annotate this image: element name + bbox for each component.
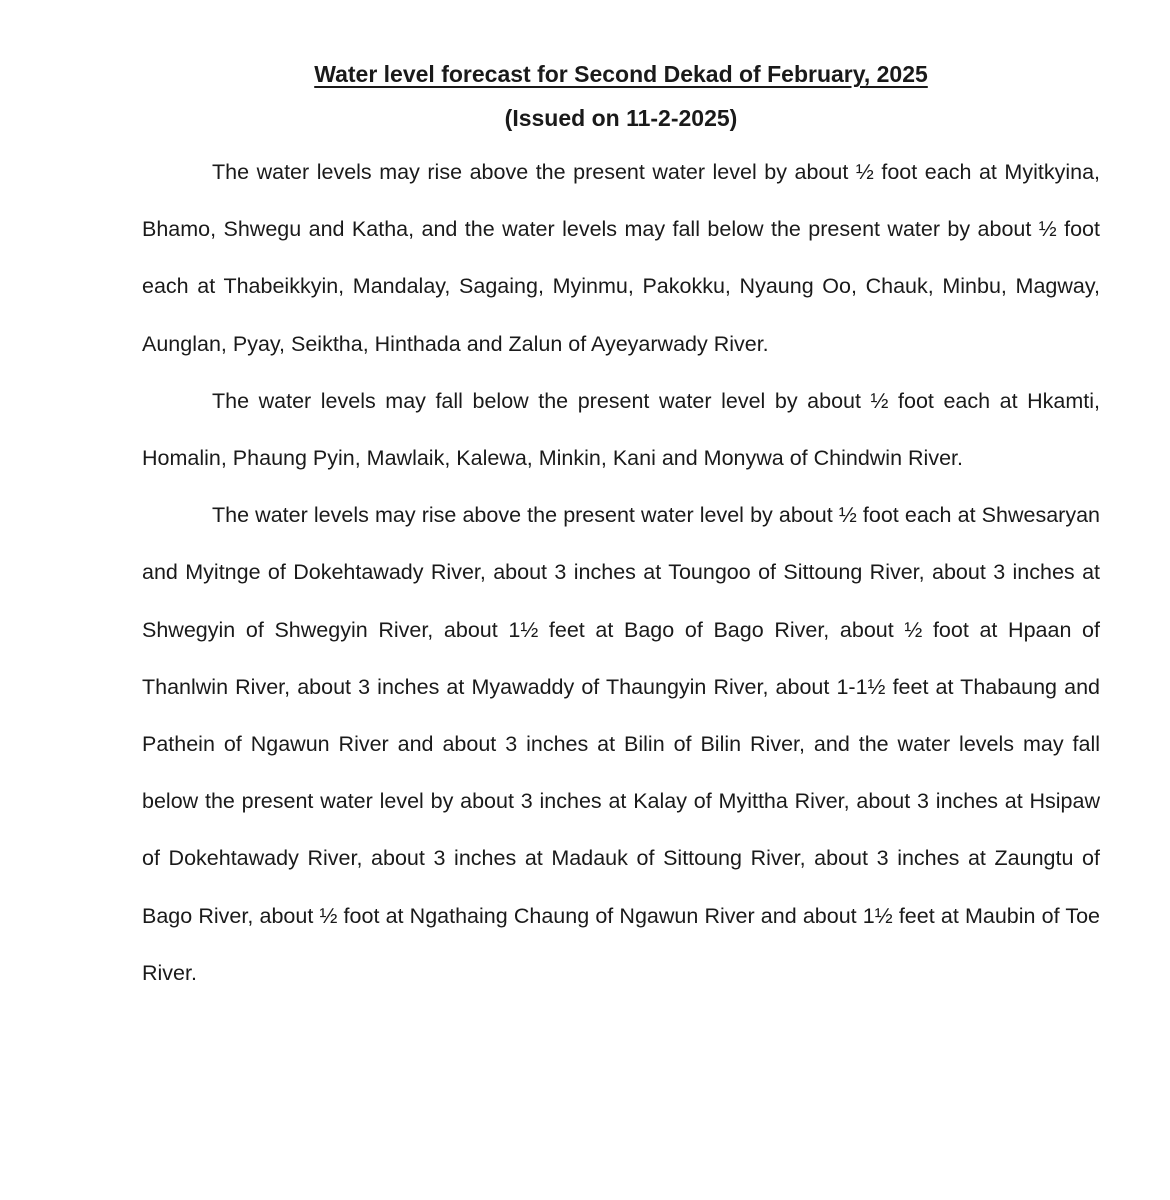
document-header xyxy=(142,52,1100,140)
paragraph-chindwin: The water levels may fall below the present water level by about ½ foot each at Hkamti, Homalin, Phaung Pyin, Mawlaik, Kalewa, Minkin, Kani and Monywa of Chindwin River. xyxy=(142,388,1100,471)
paragraph-other-rivers: The water levels may rise above the present water level by about ½ foot each at Shwesaryan and Myitnge of Dokehtawady River, about 3 inches at Toungoo of Sittoung River, about 3 inches at Shwegyin of Shwegyin River, about 1½ feet at Bago of Bago River, about ½ foot at Hpaan of Thanlwin River, about 3 inches at Myawaddy of Thaungyin River, about 1-1½ feet at Thabaung and Pathein of Ngawun River and about 3 inches at Bilin of Bilin River, and the water levels may fall below the present water level by about 3 inches at Kalay of Myittha River, about 3 inches at Hsipaw of Dokehtawady River, about 3 inches at Madauk of Sittoung River, about 3 inches at Zaungtu of Bago River, about ½ foot at Ngathaing Chaung of Ngawun River and about 1½ feet at Maubin of Toe River. xyxy=(142,503,1100,985)
document-title-line xyxy=(142,52,1100,96)
document-page xyxy=(142,52,1100,1002)
issued-date: (Issued on 11-2-2025) xyxy=(504,105,738,131)
paragraph-ayeyarwady: The water levels may rise above the present water level by about ½ foot each at Myitkyina, Bhamo, Shwegu and Katha, and the water levels may fall below the present water by about ½ foot each at Thabeikkyin, Mandalay, Sagaing, Myinmu, Pakokku, Nyaung Oo, Chauk, Minbu, Magway, Aunglan, Pyay, Seiktha, Hinthada and Zalun of Ayeyarwady River. xyxy=(142,160,1100,356)
document-title: Water level forecast for Second Dekad of February, 2025 xyxy=(314,61,928,87)
